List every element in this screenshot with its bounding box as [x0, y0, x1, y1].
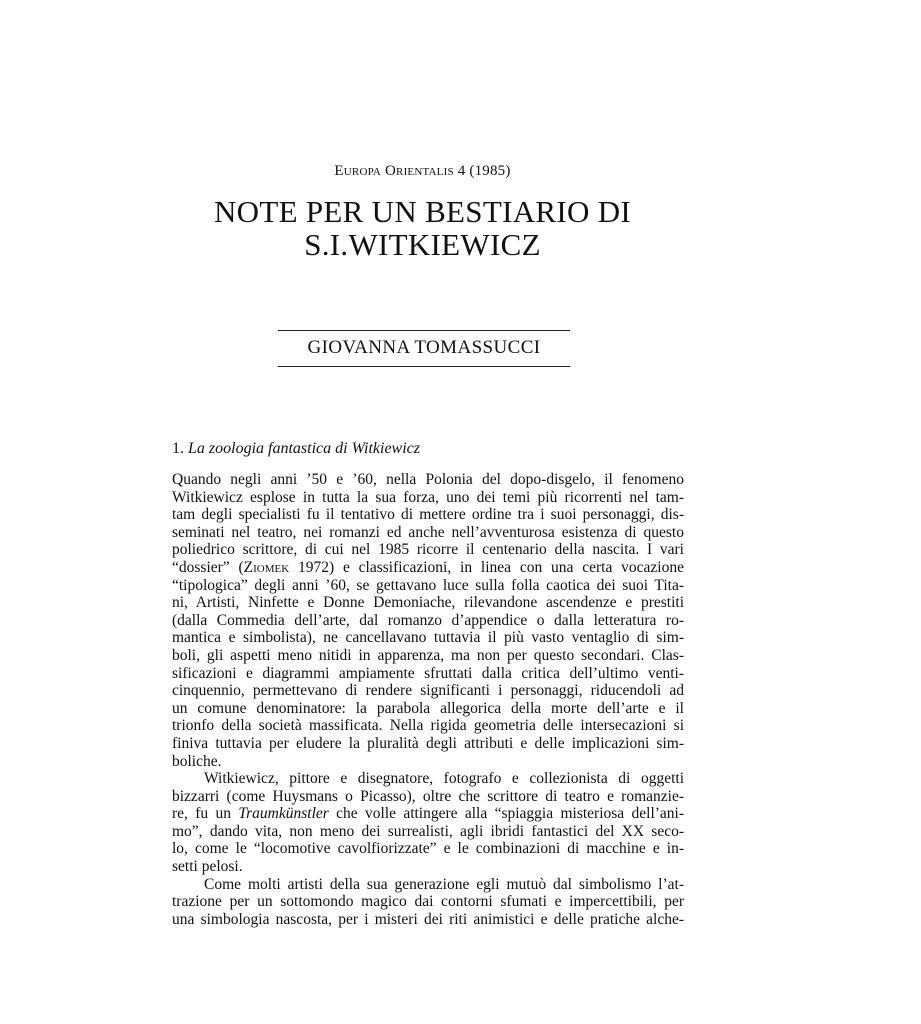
body-line: sificazioni e diagrammi ampiamente sfruttati dalla critica dell’ultimo venti-	[172, 664, 684, 682]
body-line: bizzarri (come Huysmans o Picasso), oltre che scrittore di teatro e romanzie-	[172, 787, 684, 805]
article-title	[0, 195, 845, 261]
body-line: mo”, dando vita, non meno dei surrealisti, agli ibridi fantastici del XX seco-	[172, 822, 684, 840]
body-text-run: re, fu un	[172, 805, 239, 823]
body-line: Witkiewicz, pittore e disegnatore, fotografo e collezionista di oggetti	[204, 770, 684, 788]
section-number: 1.	[172, 440, 184, 457]
body-line: setti pelosi.	[172, 858, 243, 876]
body-line: mantica e simbolista), ne cancellavano tuttavia il più vasto ventaglio di sim-	[172, 629, 684, 647]
section-title: La zoologia fantastica di Witkiewicz	[188, 440, 420, 457]
italic-term: Traumkünstler	[238, 805, 329, 823]
body-text-run: che volle attingere alla “spiaggia misteriosa dell’ani-	[328, 805, 685, 823]
body-line: tam degli specialisti fu il tentativo di mettere ordine tra i suoi personaggi, dis-	[172, 506, 684, 524]
body-line: un comune denominatore: la parabola allegorica della morte dell’arte e il	[172, 699, 684, 717]
body-line: Come molti artisti della sua generazione egli mutuò dal simbolismo l’at-	[204, 875, 684, 893]
body-line: finiva tuttavia per eludere la pluralità degli attributi e delle implicazioni sim-	[172, 734, 684, 752]
section-heading	[172, 440, 420, 458]
journal-name: Europa Orientalis	[334, 163, 454, 179]
body-line: trazione per un sottomondo magico dai contorni sfumati e impercettibili, per	[172, 893, 684, 911]
article-title-line-2: S.I.WITKIEWICZ	[304, 227, 541, 262]
body-text-run: 1972) e classificazioni, in linea con una certa vocazione	[289, 558, 684, 576]
cited-author: Ziomek	[243, 558, 290, 576]
author-rule-top	[278, 330, 570, 331]
author-name: GIOVANNA TOMASSUCCI	[307, 337, 541, 358]
body-line: trionfo della società massificata. Nella rigida geometria delle intersecazioni si	[172, 717, 684, 735]
body-line: boli, gli aspetti meno nitidi in apparenza, ma non per questo secondari. Clas-	[172, 646, 684, 664]
body-line: ni, Artisti, Ninfette e Donne Demoniache, rilevandone ascendenze e prestiti	[172, 594, 684, 612]
body-line: cinquennio, permettevano di rendere significanti i personaggi, riducendoli ad	[172, 682, 684, 700]
article-body	[172, 471, 684, 928]
body-line: Witkiewicz esplose in tutta la sua forza, uno dei temi più ricorrenti nel tam-	[172, 488, 684, 506]
body-line: (dalla Commedia dell’arte, dal romanzo d’appendice o dalla letteratura ro-	[172, 611, 684, 629]
body-line	[172, 559, 684, 577]
body-line: poliedrico scrittore, di cui nel 1985 ricorre il centenario della nascita. I vari	[172, 541, 684, 559]
article-title-line-1: NOTE PER UN BESTIARIO DI	[213, 194, 632, 229]
body-line: “tipologica” degli anni ’60, se gettavano luce sulla folla caotica dei suoi Tita-	[172, 576, 684, 594]
body-line	[172, 805, 684, 823]
journal-issue: 4 (1985)	[457, 163, 511, 179]
body-line: lo, come le “locomotive cavolfiorizzate” e le combinazioni di macchine e in-	[172, 840, 684, 858]
body-line: una simbologia nascosta, per i misteri dei riti animistici e delle pratiche alche-	[172, 910, 684, 928]
author-rule-bottom	[278, 366, 570, 367]
body-line: Quando negli anni ’50 e ’60, nella Polonia del dopo-disgelo, il fenomeno	[172, 471, 684, 488]
body-line: boliche.	[172, 752, 222, 770]
journal-header	[0, 163, 845, 180]
body-text-run: “dossier” (	[172, 558, 244, 576]
body-line: seminati nel teatro, nei romanzi ed anche nell’avventurosa esistenza di questo	[172, 523, 684, 541]
